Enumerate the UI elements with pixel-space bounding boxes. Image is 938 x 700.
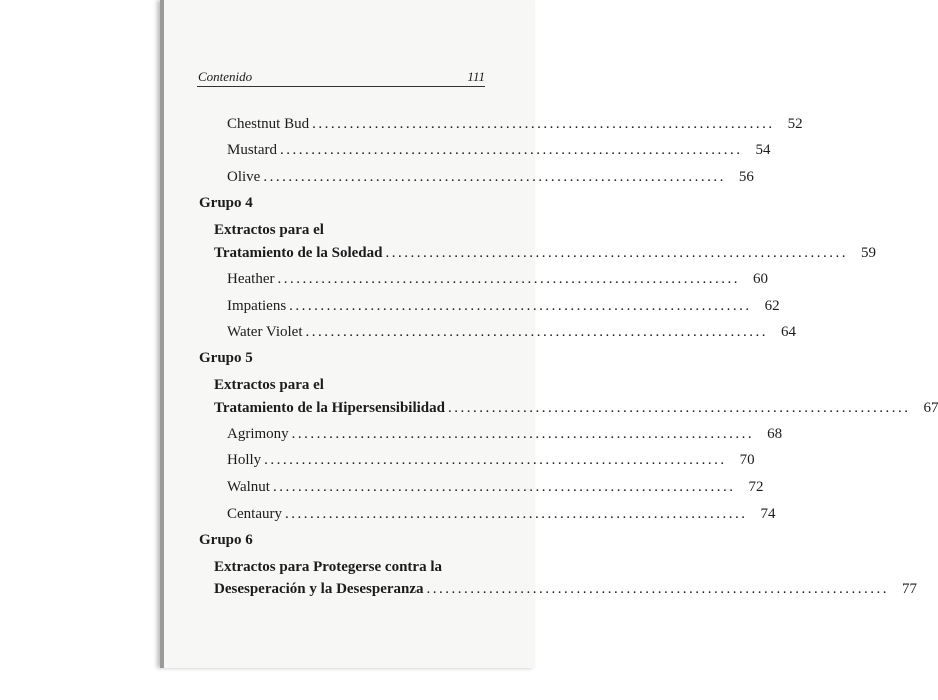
toc-entry-label: Agrimony: [227, 426, 289, 442]
group-heading-label: Grupo 6: [199, 532, 253, 548]
running-header-page-number: 111: [467, 69, 485, 84]
section-heading-line: [197, 218, 490, 242]
toc-entry-label: Centaury: [227, 506, 282, 522]
toc-entry: [197, 241, 876, 265]
toc-entry-label: Mustard: [227, 142, 277, 158]
dot-leader: ..........................................................................: [272, 479, 736, 495]
toc-entry: [197, 502, 776, 526]
toc-entry-page: 74: [760, 506, 776, 522]
toc-entry: [197, 422, 783, 446]
toc-entry-label: Olive: [227, 169, 261, 185]
toc-entry-page: 62: [764, 298, 780, 314]
toc-entry: [197, 165, 754, 189]
group-heading: [197, 191, 490, 215]
toc-entry-label: Water Violet: [227, 324, 303, 340]
toc-entry-label: Chestnut Bud: [227, 116, 310, 132]
toc-entry-page: 67: [923, 400, 938, 416]
toc-entry: [197, 396, 938, 420]
toc-entry-page: 56: [738, 169, 754, 185]
toc-entry-label: Tratamiento de la Hipersensibilidad: [214, 400, 445, 416]
toc-entry-label: Heather: [227, 271, 275, 287]
group-heading-label: Grupo 5: [199, 350, 253, 366]
section-heading-label: Extractos para Protegerse contra la: [214, 559, 442, 575]
running-header: [197, 68, 485, 87]
group-heading-label: Grupo 4: [199, 195, 253, 211]
dot-leader: ..........................................................................: [291, 426, 755, 442]
toc-entry: [197, 577, 918, 601]
dot-leader: ..........................................................................: [385, 245, 848, 261]
dot-leader: ..........................................................................: [277, 271, 740, 287]
dot-leader: ..........................................................................: [447, 400, 911, 416]
toc-entry: [197, 448, 755, 472]
dot-leader: ..........................................................................: [426, 581, 890, 597]
group-heading: [197, 528, 490, 552]
section-heading-line: [197, 555, 490, 579]
section-heading-label: Extractos para el: [214, 222, 324, 238]
dot-leader: ..........................................................................: [289, 298, 752, 314]
dot-leader: ..........................................................................: [280, 142, 743, 158]
toc-entry-page: 68: [767, 426, 783, 442]
toc-entry: [197, 475, 764, 499]
toc-entry-page: 60: [752, 271, 768, 287]
running-header-title: Contenido: [198, 69, 253, 84]
toc-entry-page: 72: [748, 479, 764, 495]
dot-leader: ..........................................................................: [305, 324, 769, 340]
section-heading-label: Extractos para el: [214, 377, 324, 393]
group-heading: [197, 346, 490, 370]
toc-entry: [197, 112, 803, 136]
toc-entry: [197, 138, 771, 162]
toc-entry-label: Impatiens: [227, 298, 287, 314]
toc-entry: [197, 294, 780, 318]
toc-entry-page: 77: [902, 581, 918, 597]
toc-entry-label: Tratamiento de la Soledad: [214, 245, 383, 261]
toc-entry-page: 64: [781, 324, 797, 340]
toc-entry-page: 70: [739, 452, 755, 468]
dot-leader: ..........................................................................: [312, 116, 775, 132]
toc-entry-label: Walnut: [227, 479, 270, 495]
toc-entry: [197, 320, 797, 344]
section-heading-line: [197, 373, 490, 397]
toc-entry-page: 59: [860, 245, 876, 261]
toc-entry-page: 54: [755, 142, 771, 158]
dot-leader: ..........................................................................: [263, 169, 726, 185]
toc-entry-label: Desesperación y la Desesperanza: [214, 581, 424, 597]
toc-entry: [197, 267, 768, 291]
toc-entry-label: Holly: [227, 452, 262, 468]
dot-leader: ..........................................................................: [264, 452, 727, 468]
dot-leader: ..........................................................................: [284, 506, 748, 522]
toc-entry-page: 52: [787, 116, 803, 132]
